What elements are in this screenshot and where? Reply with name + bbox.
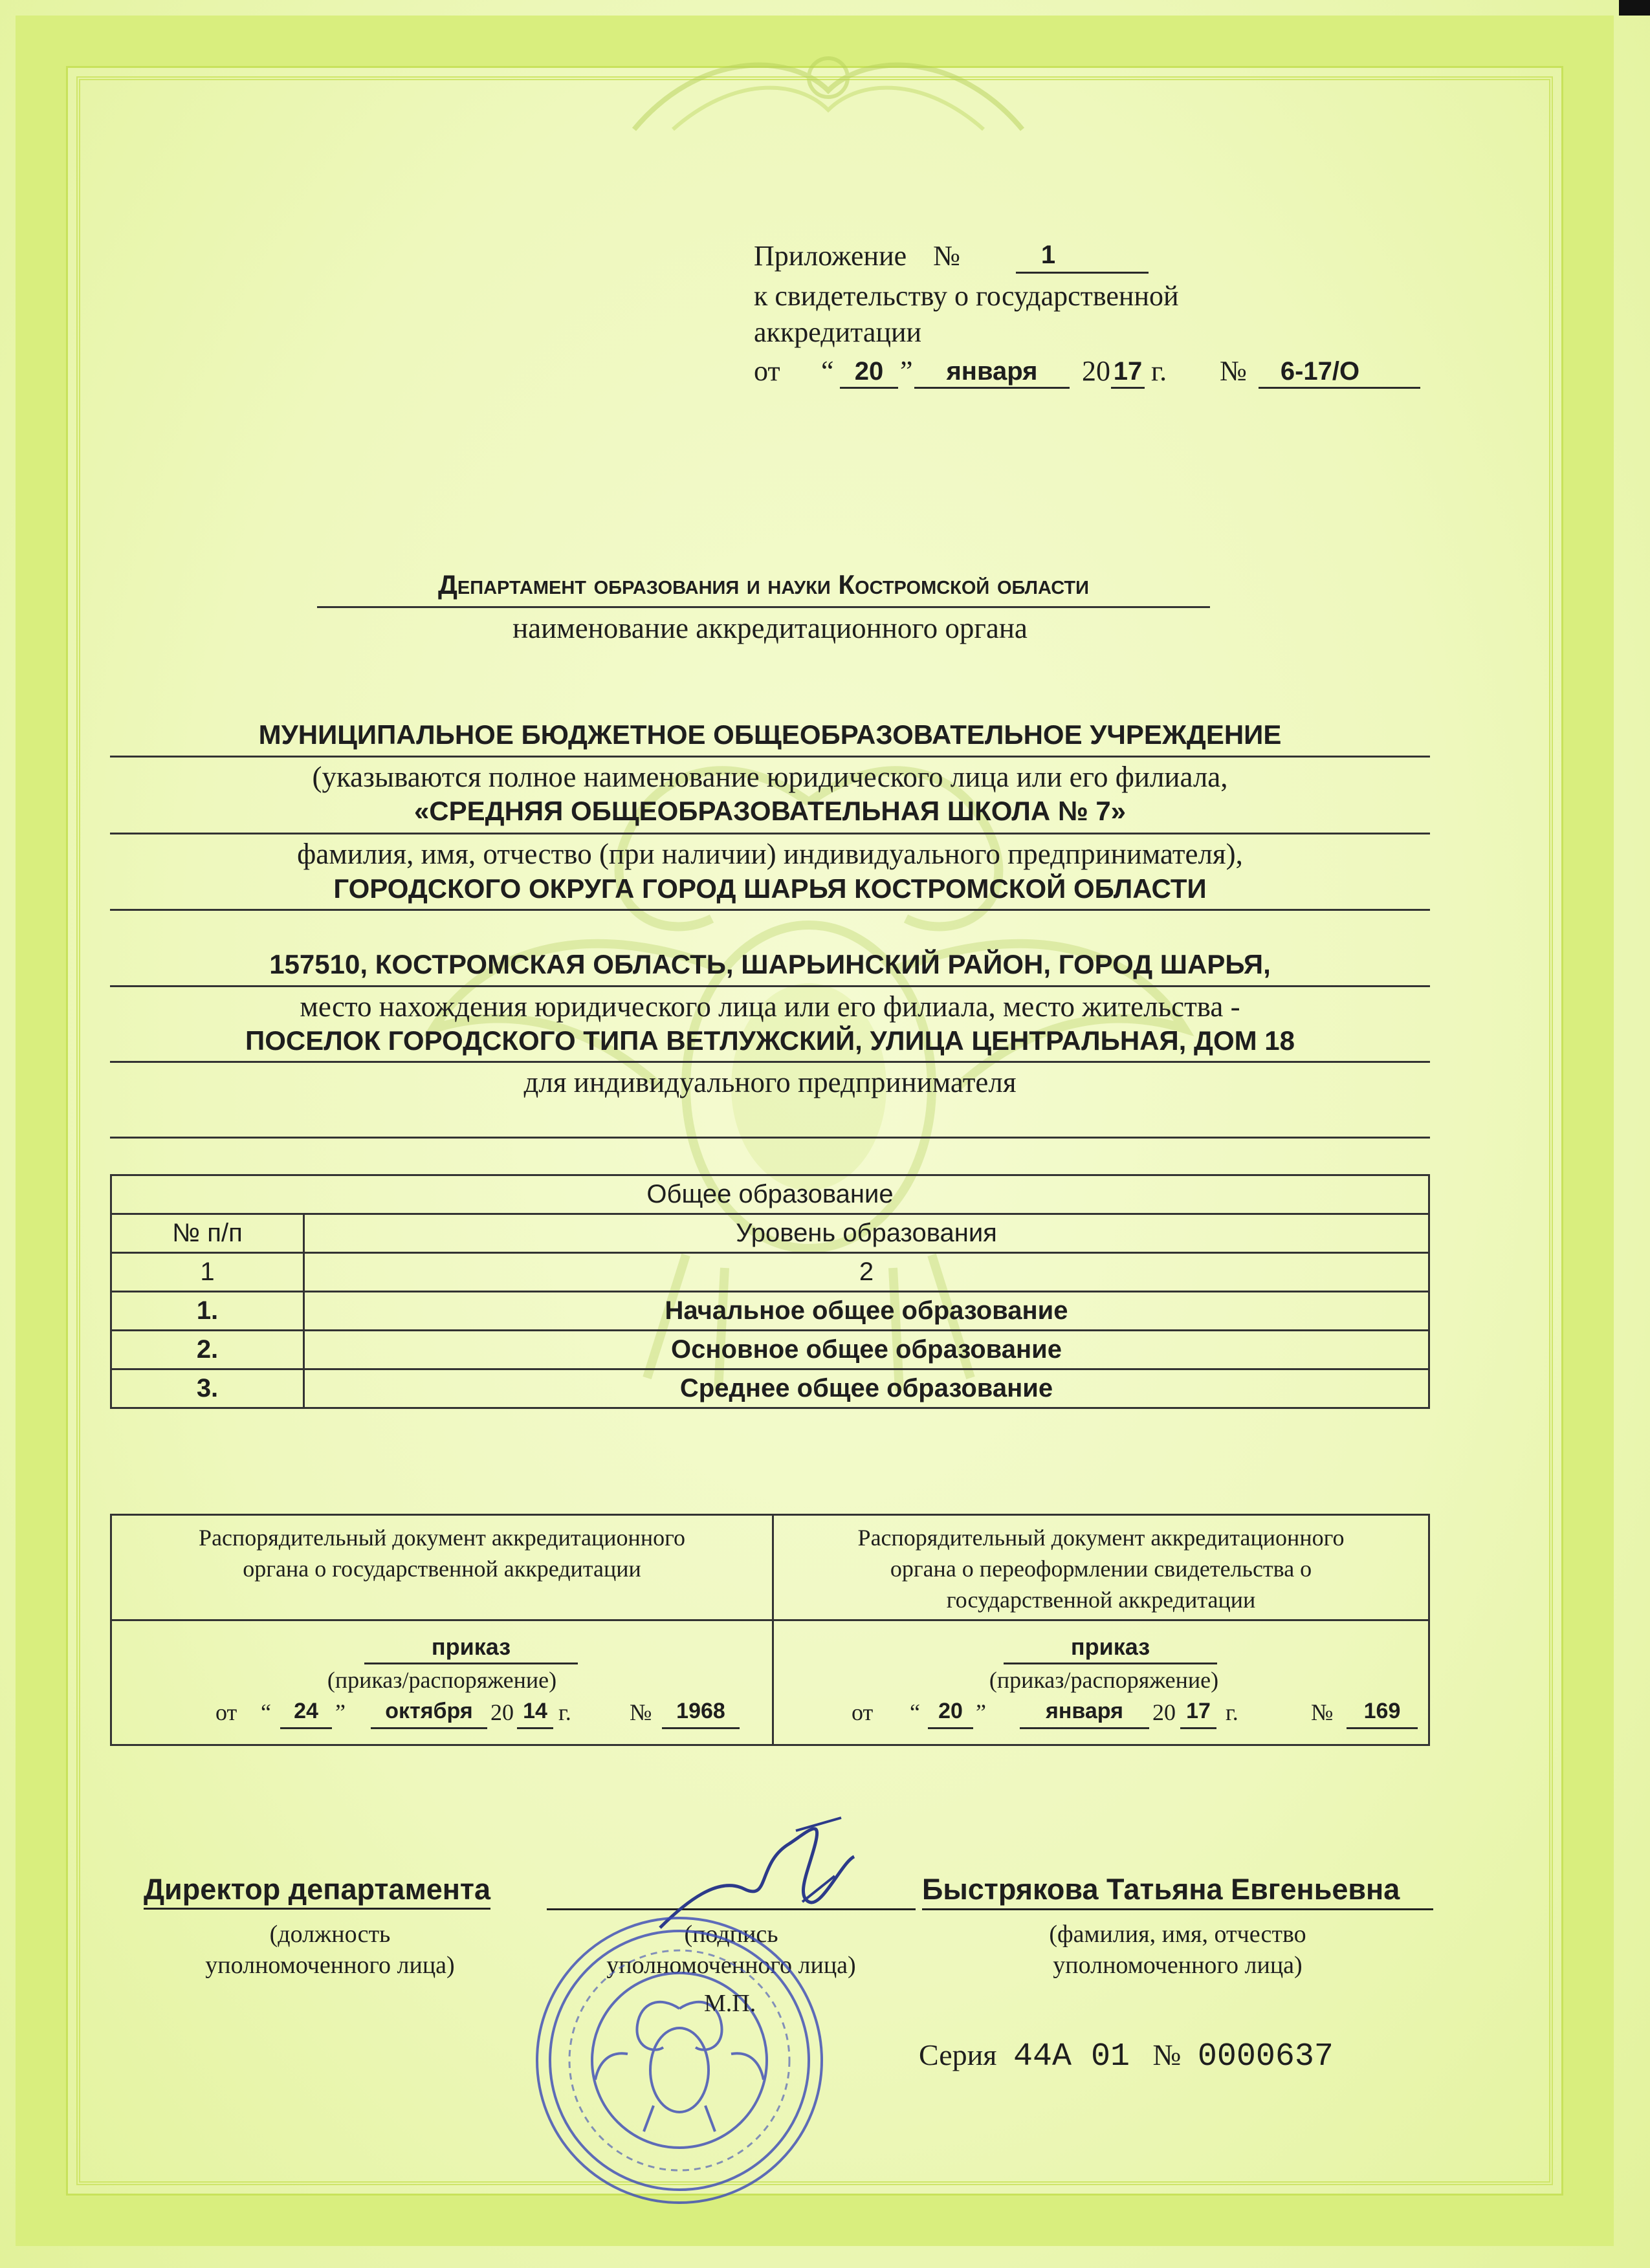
header-line2: к свидетельству о государственной [754,280,1179,312]
header-date-line: от “ 20 ” января 20 17 г. № 6-17/О [754,353,1466,392]
org-name-line3: ГОРОДСКОГО ОКРУГА ГОРОД ШАРЬЯ КОСТРОМСКОЙ ОБЛАСТИ [333,873,1207,904]
org-caption4: для индивидуального предпринимателя [523,1066,1017,1098]
order-right-details [773,1620,1429,1745]
order-right-doc-type: приказ [1004,1631,1217,1664]
name-caption: (фамилия, имя, отчество уполномоченного лица) [1049,1921,1306,1979]
order-left-date: от “ 24 ” октября 20 14 г. № 1968 [215,1699,746,1732]
row-number: 3. [111,1369,304,1408]
signature-caption: (подпись уполномоченного лица) [606,1921,856,1979]
divider [110,909,1430,911]
ornament-crest-icon [621,39,1035,142]
org-caption2: фамилия, имя, отчество (при наличии) индивидуального предпринимателя), [297,838,1243,870]
seal-place-mark: М.П. [704,1990,756,2017]
divider [110,1061,1430,1063]
table-row [111,1292,1429,1331]
divider [110,1137,1430,1139]
header-line3: аккредитации [754,316,922,348]
org-address-line2: ПОСЕЛОК ГОРОДСКОГО ТИПА ВЕТЛУЖСКИЙ, УЛИЦА ЦЕНТРАЛЬНАЯ, ДОМ 18 [245,1025,1295,1056]
signatory-position: Директор департамента [144,1873,490,1910]
appendix-number-field: 1 [1016,241,1149,274]
order-left-doc-type: приказ [364,1631,578,1664]
row-number: 2. [111,1331,304,1369]
row-number: 1. [111,1292,304,1331]
table-row [111,1331,1429,1369]
column-index: 2 [304,1253,1429,1292]
header-line1: Приложение № [754,240,961,272]
org-caption1: (указываются полное наименование юридического лица или его филиала, [312,761,1228,793]
column-header-level: Уровень образования [304,1214,1429,1253]
order-left-header: Распорядительный документ аккредитационного органа о государственной аккредитации [111,1515,773,1620]
org-caption3: место нахождения юридического лица или его филиала, место жительства - [300,990,1240,1023]
blank-serial-number: Серия 44А 01 № 0000637 [919,2038,1334,2075]
org-name-line2: «СРЕДНЯЯ ОБЩЕОБРАЗОВАТЕЛЬНАЯ ШКОЛА № 7» [413,796,1127,826]
row-level: Начальное общее образование [304,1292,1429,1331]
row-level: Основное общее образование [304,1331,1429,1369]
order-right-header: Распорядительный документ аккредитационного органа о переоформлении свидетельства о государственной аккредитации [773,1515,1429,1620]
scan-edge [1619,0,1650,16]
divider [110,985,1430,987]
position-caption: (должность уполномоченного лица) [205,1921,455,1979]
column-header-number: № п/п [111,1214,304,1253]
name-line [922,1908,1433,1910]
divider [110,756,1430,758]
education-levels-table [110,1174,1430,1409]
org-name-line1: МУНИЦИПАЛЬНОЕ БЮДЖЕТНОЕ ОБЩЕОБРАЗОВАТЕЛЬНОЕ УЧРЕЖДЕНИЕ [258,719,1282,750]
row-level: Среднее общее образование [304,1369,1429,1408]
order-right-doc-caption: (приказ/распоряжение) [989,1667,1219,1693]
authority-name: Департамент образования и науки Костромской области [438,569,1089,600]
table-title: Общее образование [111,1175,1429,1214]
table-row [111,1369,1429,1408]
authority-caption: наименование аккредитационного органа [512,612,1028,644]
order-left-details [111,1620,773,1745]
order-left-doc-caption: (приказ/распоряжение) [327,1667,557,1693]
order-right-date: от “ 20 ” января 20 17 г. № 169 [852,1699,1421,1732]
signatory-name: Быстрякова Татьяна Евгеньевна [922,1873,1400,1906]
accreditation-orders-table [110,1514,1430,1746]
official-seal-stamp-icon [531,1912,828,2209]
org-address-line1: 157510, КОСТРОМСКАЯ ОБЛАСТЬ, ШАРЬИНСКИЙ РАЙОН, ГОРОД ШАРЬЯ, [269,949,1271,979]
divider [110,833,1430,834]
divider [317,606,1210,608]
column-index: 1 [111,1253,304,1292]
